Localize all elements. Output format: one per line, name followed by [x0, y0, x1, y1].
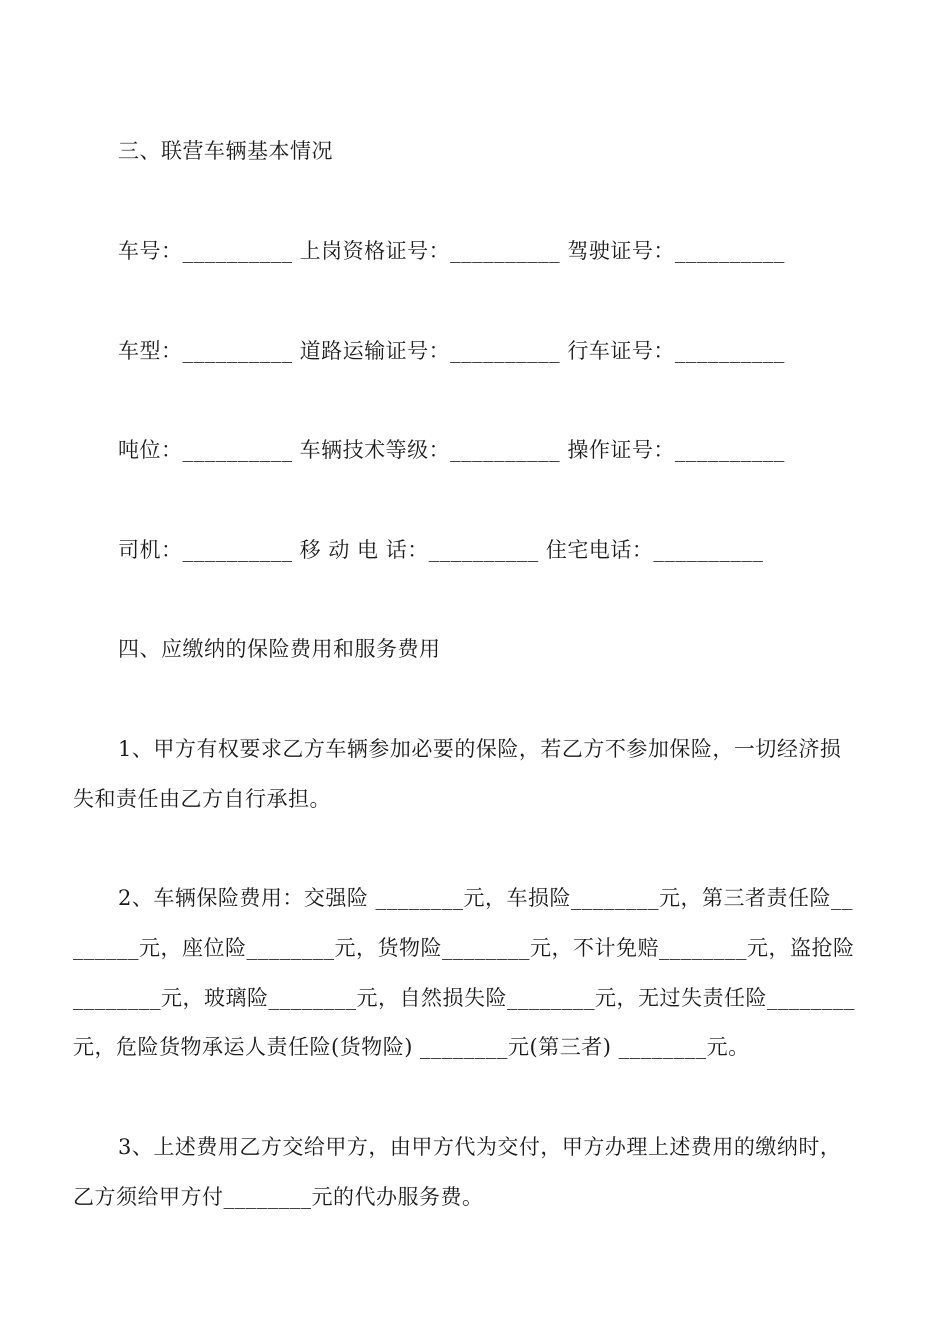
section-heading-fees: 四、应缴纳的保险费用和服务费用: [118, 637, 441, 661]
form-row-vehicle-type: 车型：__________ 道路运输证号：__________ 行车证号：__________: [118, 339, 785, 363]
form-row-tonnage: 吨位：__________ 车辆技术等级：__________ 操作证号：__________: [118, 438, 785, 462]
section-heading-vehicle-info: 三、联营车辆基本情况: [118, 139, 333, 163]
paragraph-insurance-right-line1: 1、甲方有权要求乙方车辆参加必要的保险，若乙方不参加保险，一切经济损: [118, 737, 842, 761]
form-row-vehicle-number: 车号：__________ 上岗资格证号：__________ 驾驶证号：__________: [118, 239, 785, 263]
paragraph-insurance-right-line2: 失和责任由乙方自行承担。: [73, 787, 331, 811]
paragraph-insurance-fees-line1: 2、车辆保险费用：交强险 ________元，车损险________元，第三者责任险__: [118, 886, 854, 910]
paragraph-service-fee-line2: 乙方须给甲方付________元的代办服务费。: [73, 1185, 484, 1209]
paragraph-insurance-fees-line3: ________元，玻璃险________元，自然损失险________元，无过失责任险________: [73, 986, 855, 1010]
paragraph-service-fee-line1: 3、上述费用乙方交给甲方，由甲方代为交付，甲方办理上述费用的缴纳时，: [118, 1135, 842, 1159]
paragraph-insurance-fees-line2: ______元，座位险________元，货物险________元，不计免赔________元，盗抢险: [73, 936, 855, 960]
form-row-driver: 司机：__________ 移 动 电 话：__________ 住宅电话：__________: [118, 538, 764, 562]
paragraph-insurance-fees-line4: 元，危险货物承运人责任险(货物险) ________元(第三者) ________元。: [73, 1035, 750, 1059]
